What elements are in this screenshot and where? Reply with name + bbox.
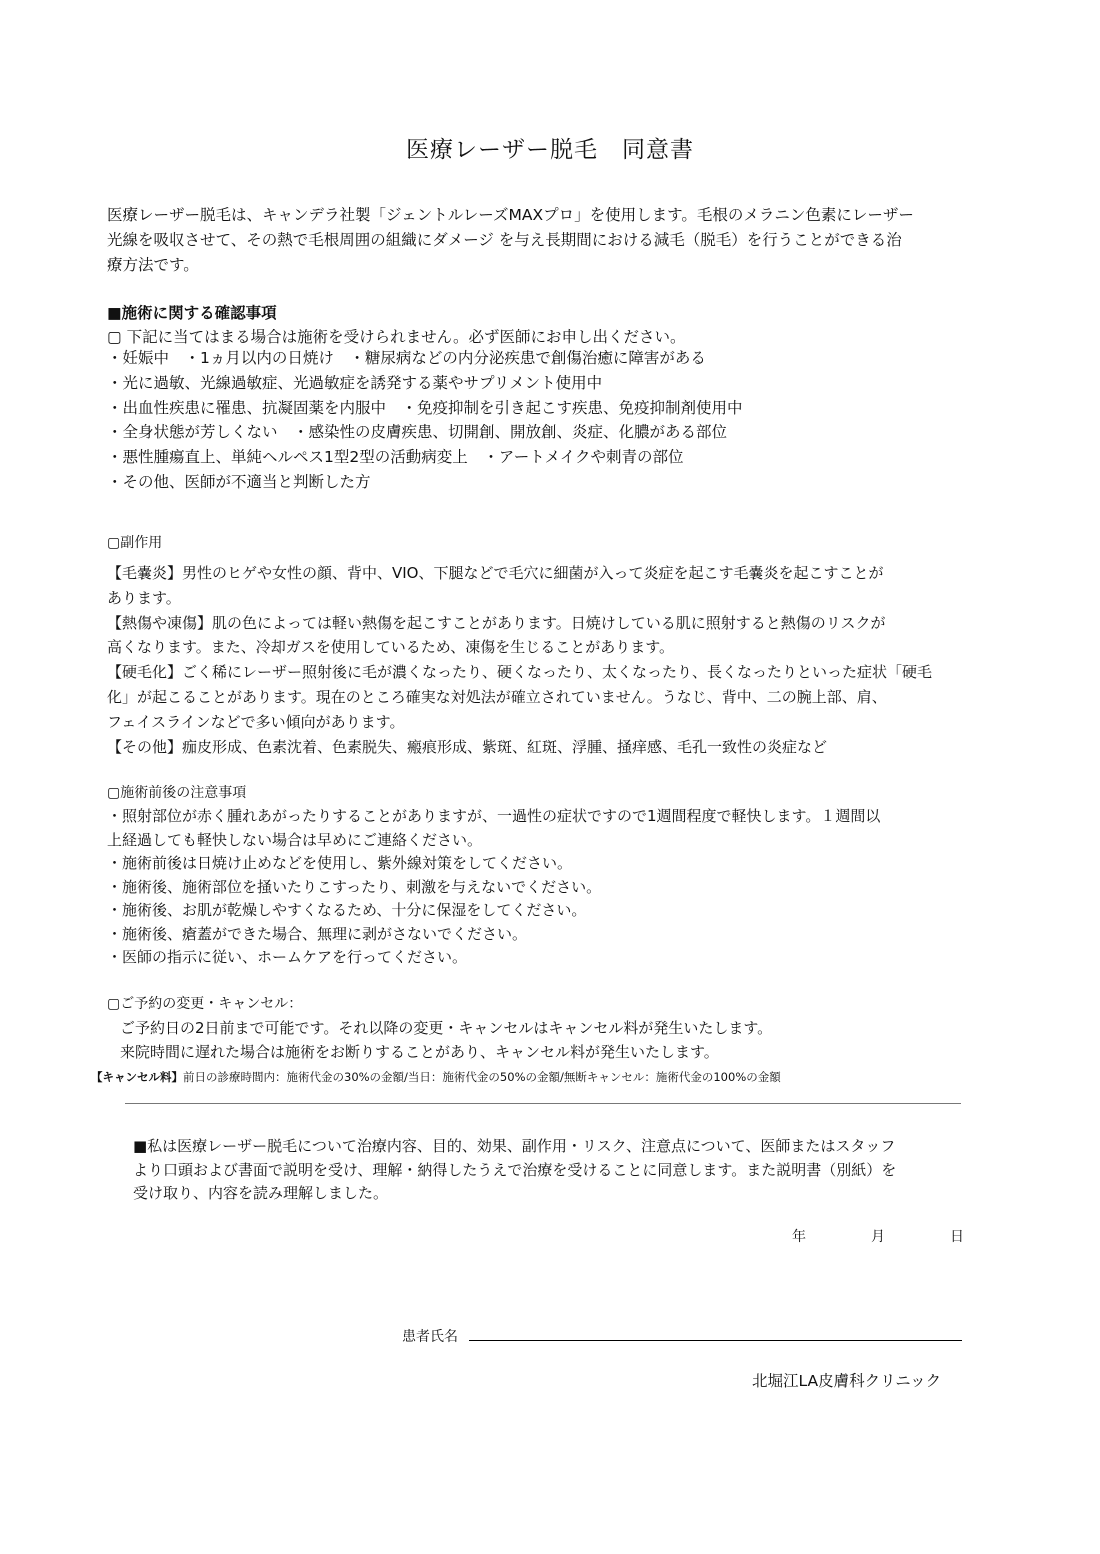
intro-line: 光線を吸収させて、その熱で毛根周囲の組織にダメージ を与え長期間における減毛（脱毛）を行うことができる治 xyxy=(107,231,902,249)
text-line: あります。 xyxy=(107,588,181,607)
date-day: 日 xyxy=(950,1229,964,1245)
list-item: ・出血性疾患に罹患、抗凝固薬を内服中 ・免疫抑制を引き起こす疾患、免疫抑制剤使用中 xyxy=(107,398,743,417)
document-title: 医療レーザー脱毛 同意書 xyxy=(406,137,694,163)
cancel-fee-label: 【キャンセル料】 xyxy=(91,1070,183,1084)
text-line: 受け取り、内容を読み理解しました。 xyxy=(133,1184,389,1202)
date-year: 年 xyxy=(792,1229,806,1245)
text-line: ・施術後、お肌が乾燥しやすくなるため、十分に保湿をしてください。 xyxy=(107,901,587,919)
text-line: 来院時間に遅れた場合は施術をお断りすることがあり、キャンセル料が発生いたします。 xyxy=(120,1042,719,1061)
text-line: 【その他】痂皮形成、色素沈着、色素脱失、瘢痕形成、紫斑、紅斑、浮腫、掻痒感、毛孔一致性の炎症など xyxy=(107,737,828,756)
text-line: より口頭および書面で説明を受け、理解・納得したうえで治療を受けることに同意します。また説明書（別紙）を xyxy=(133,1160,897,1179)
text-line: 【硬毛化】ごく稀にレーザー照射後に毛が濃くなったり、硬くなったり、太くなったり、長くなったりといった症状「硬毛 xyxy=(107,663,933,682)
date-month: 月 xyxy=(871,1229,885,1245)
text-line: 【熱傷や凍傷】肌の色によっては軽い熱傷を起こすことがあります。日焼けしている肌に照射すると熱傷のリスクが xyxy=(107,613,886,632)
agreement-text xyxy=(133,1135,896,1206)
text-line: 高くなります。また、冷却ガスを使用しているため、凍傷を生じることがあります。 xyxy=(107,638,675,657)
divider xyxy=(125,1103,961,1104)
precautions-text xyxy=(107,805,880,970)
patient-name-label: 患者氏名 xyxy=(402,1329,458,1345)
text-line: ・施術後、施術部位を掻いたりこすったり、刺激を与えないでください。 xyxy=(107,877,602,896)
cancel-heading: ▢ご予約の変更・キャンセル： xyxy=(107,996,303,1012)
text-line: ■私は医療レーザー脱毛について治療内容、目的、効果、副作用・リスク、注意点について、医師またはスタッフ xyxy=(133,1137,896,1155)
text-line: ご予約日の2日前まで可能です。それ以降の変更・キャンセルはキャンセル料が発生いたします。 xyxy=(120,1019,773,1037)
side-effects-heading: ▢副作用 xyxy=(107,535,163,551)
confirmation-list xyxy=(107,346,743,495)
confirmation-note: ▢ 下記に当てはまる場合は施術を受けられません。必ず医師にお申し出ください。 xyxy=(107,328,686,346)
patient-name-line[interactable] xyxy=(469,1340,962,1341)
list-item: ・光に過敏、光線過敏症、光過敏症を誘発する薬やサプリメント使用中 xyxy=(107,373,603,392)
list-item: ・妊娠中 ・1ヵ月以内の日焼け ・糖尿病などの内分泌疾患で創傷治癒に障害がある xyxy=(107,349,706,367)
text-line: 化」が起こることがあります。現在のところ確実な対処法が確立されていません。うなじ、背中、二の腕上部、肩、 xyxy=(107,687,887,706)
intro-line: 医療レーザー脱毛は、キャンデラ社製「ジェントルレーズMAXプロ」を使用します。毛根のメラニン色素にレーザー xyxy=(107,206,914,224)
text-line: フェイスラインなどで多い傾向があります。 xyxy=(107,712,405,731)
side-effects-text xyxy=(107,561,932,759)
list-item: ・悪性腫瘍直上、単純ヘルペス1型2型の活動病変上 ・アートメイクや刺青の部位 xyxy=(107,448,684,467)
text-line: ・照射部位が赤く腫れあがったりすることがありますが、一過性の症状ですので1週間程度で軽快します。１週間以 xyxy=(107,807,881,825)
cancel-fee xyxy=(91,1069,781,1085)
list-item: ・その他、医師が不適当と判断した方 xyxy=(107,472,371,491)
confirmation-heading: ■施術に関する確認事項 xyxy=(107,304,277,322)
intro-line: 療方法です。 xyxy=(107,256,199,274)
clinic-name: 北堀江LA皮膚科クリニック xyxy=(752,1372,942,1390)
cancel-fee-text: 前日の診療時間内：施術代金の30%の金額/当日：施術代金の50%の金額/無断キャンセル：施術代金の100%の金額 xyxy=(183,1070,781,1084)
cancel-text xyxy=(120,1017,772,1064)
text-line: ・施術後、瘡蓋ができた場合、無理に剥がさないでください。 xyxy=(107,924,528,943)
text-line: 【毛嚢炎】男性のヒゲや女性の顔、背中、VIO、下腿などで毛穴に細菌が入って炎症を起こす毛嚢炎を起こすことが xyxy=(107,564,884,582)
text-line: ・施術前後は日焼け止めなどを使用し、紫外線対策をしてください。 xyxy=(107,854,573,872)
text-line: ・医師の指示に従い、ホームケアを行ってください。 xyxy=(107,948,468,966)
intro-paragraph xyxy=(107,203,914,278)
text-line: 上経過しても軽快しない場合は早めにご連絡ください。 xyxy=(107,830,483,849)
precautions-heading: ▢施術前後の注意事項 xyxy=(107,785,247,801)
list-item: ・全身状態が芳しくない ・感染性の皮膚疾患、切開創、開放創、炎症、化膿がある部位 xyxy=(107,423,728,442)
